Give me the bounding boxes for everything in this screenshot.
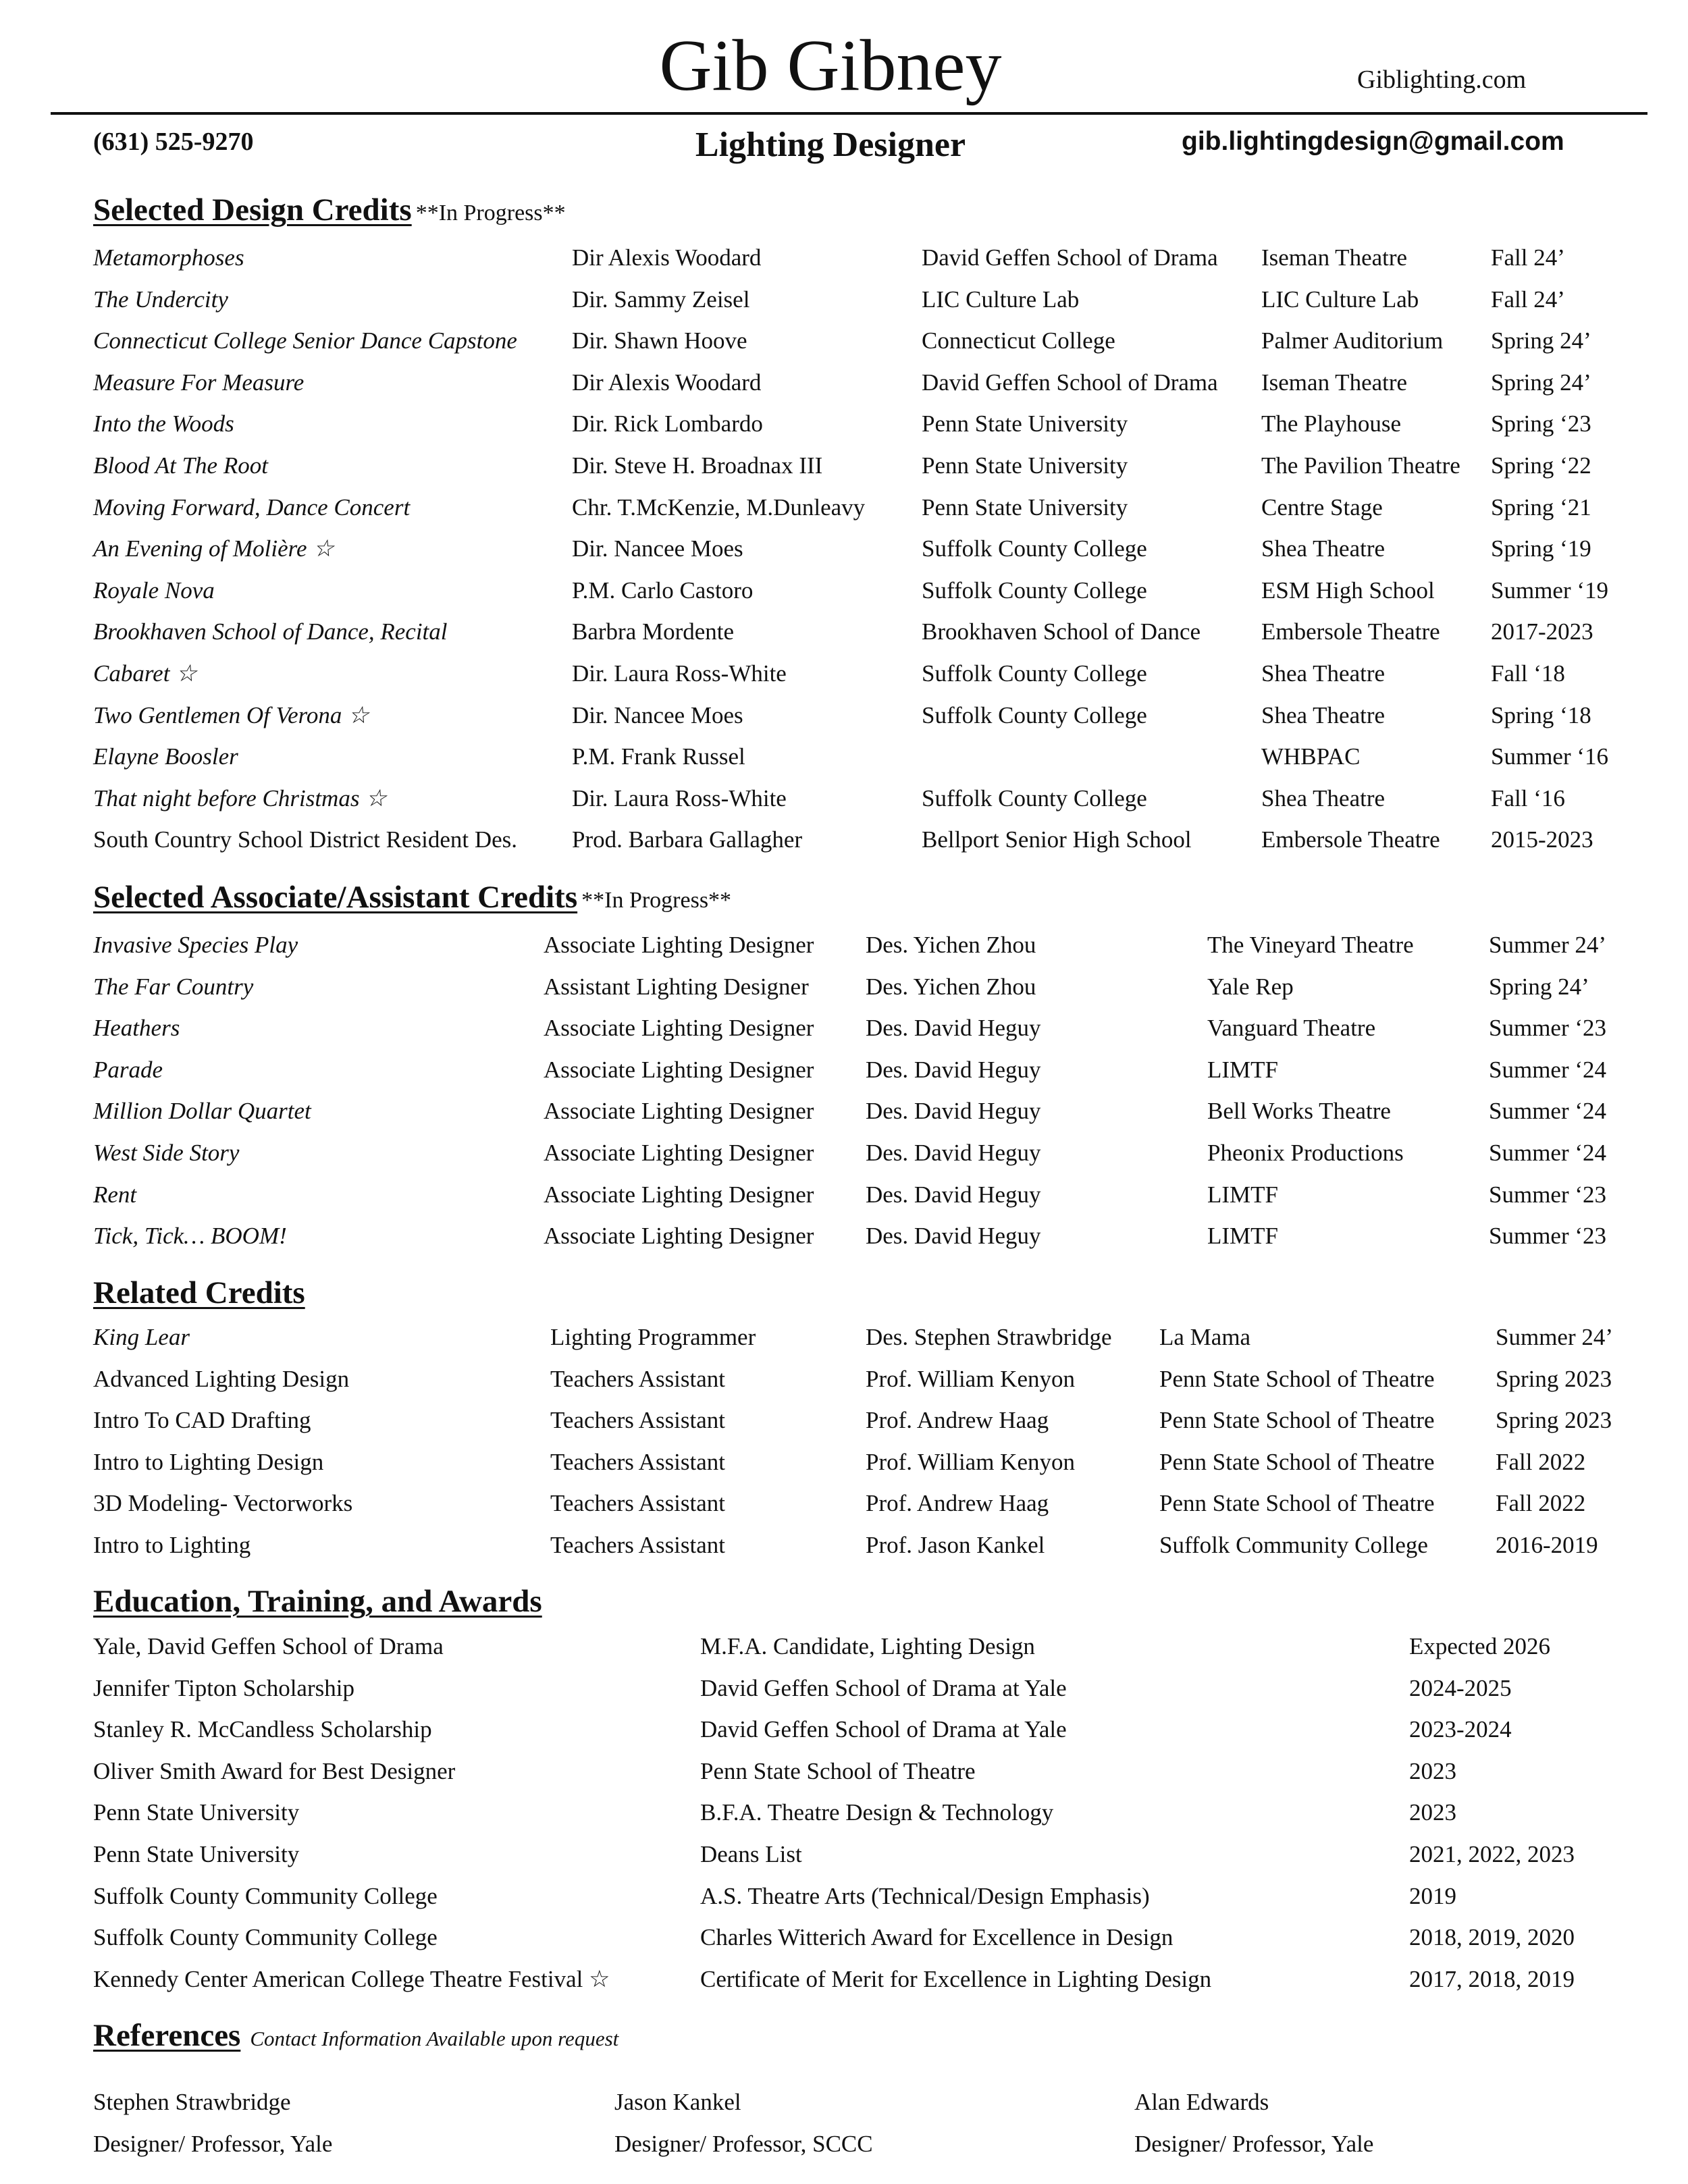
table-cell: The Far Country — [93, 973, 254, 1000]
related-credits-heading — [93, 1275, 305, 1311]
table-cell: Dir. Nancee Moes — [572, 535, 743, 562]
table-cell: South Country School District Resident Des. — [93, 826, 518, 853]
email-link[interactable]: gib.lightingdesign@gmail.com — [1182, 127, 1564, 156]
table-row — [0, 695, 1688, 737]
table-row — [0, 1875, 1688, 1917]
table-row — [0, 445, 1688, 487]
table-cell: Alan Edwards — [1134, 2089, 1269, 2115]
table-cell: Penn State University — [93, 1799, 300, 1826]
table-cell: Summer ‘24 — [1489, 1056, 1607, 1083]
table-cell: Des. Yichen Zhou — [866, 932, 1036, 958]
table-cell: The Playhouse — [1261, 410, 1402, 437]
table-cell: David Geffen School of Drama at Yale — [700, 1716, 1067, 1743]
table-cell: Rent — [93, 1181, 137, 1208]
table-cell: Suffolk County College — [922, 660, 1147, 687]
table-cell: Royale Nova — [93, 577, 215, 604]
table-cell: Suffolk County College — [922, 535, 1147, 562]
table-cell: WHBPAC — [1261, 743, 1361, 770]
table-cell: Dir. Sammy Zeisel — [572, 286, 750, 313]
table-cell: Teachers Assistant — [550, 1407, 726, 1434]
table-cell: Pheonix Productions — [1207, 1139, 1404, 1166]
table-cell: P.M. Carlo Castoro — [572, 577, 754, 604]
section-title: Related Credits — [93, 1275, 305, 1310]
table-cell: Chr. T.McKenzie, M.Dunleavy — [572, 494, 866, 521]
related-credits-table — [0, 1316, 1688, 1566]
table-row — [0, 611, 1688, 653]
table-row — [0, 1959, 1688, 2000]
table-cell: B.F.A. Theatre Design & Technology — [700, 1799, 1054, 1826]
section-title: Selected Design Credits — [93, 192, 412, 228]
table-row — [0, 1626, 1688, 1668]
table-cell: 2016-2019 — [1496, 1531, 1598, 1558]
table-cell: Suffolk County College — [922, 577, 1147, 604]
table-cell: 2023 — [1409, 1799, 1456, 1826]
table-cell: Summer 24’ — [1496, 1324, 1614, 1350]
header-divider — [51, 112, 1647, 115]
table-cell: 2021, 2022, 2023 — [1409, 1840, 1575, 1867]
table-row — [0, 1524, 1688, 1566]
table-cell: Suffolk County Community College — [93, 1924, 438, 1951]
table-cell: Connecticut College Senior Dance Capstone — [93, 327, 517, 354]
table-cell: LIMTF — [1207, 1223, 1278, 1250]
table-cell: Fall ‘16 — [1491, 784, 1565, 811]
table-cell: Dir. Nancee Moes — [572, 701, 743, 728]
table-cell: Advanced Lighting Design — [93, 1365, 350, 1392]
table-cell: Des. David Heguy — [866, 1015, 1041, 1042]
table-cell: Dir Alexis Woodard — [572, 369, 762, 396]
table-cell: Penn State School of Theatre — [700, 1757, 976, 1784]
table-cell: Associate Lighting Designer — [544, 1181, 814, 1208]
table-cell: Penn State School of Theatre — [1159, 1365, 1435, 1392]
table-cell: Summer ‘16 — [1491, 743, 1609, 770]
table-row — [0, 1215, 1688, 1257]
table-cell: Shea Theatre — [1261, 535, 1386, 562]
table-cell: Stanley R. McCandless Scholarship — [93, 1716, 432, 1743]
table-cell: La Mama — [1159, 1324, 1251, 1350]
table-cell: Teachers Assistant — [550, 1365, 726, 1392]
section-note: **In Progress** — [581, 888, 732, 913]
table-cell: Yale, David Geffen School of Drama — [93, 1633, 444, 1659]
table-cell: Certificate of Merit for Excellence in Lighting Design — [700, 1965, 1212, 1992]
table-cell: 3D Modeling- Vectorworks — [93, 1490, 353, 1517]
assoc-credits-heading — [93, 879, 731, 915]
table-cell: Suffolk County Community College — [93, 1882, 438, 1909]
table-cell: Two Gentlemen Of Verona ☆ — [93, 701, 369, 728]
table-row — [0, 2081, 1688, 2123]
table-cell: Associate Lighting Designer — [544, 1098, 814, 1125]
table-cell: David Geffen School of Drama — [922, 244, 1218, 271]
design-credits-table — [0, 237, 1688, 861]
table-cell: Penn State University — [922, 494, 1128, 521]
resume-name: Gib Gibney — [659, 26, 1002, 106]
table-cell: Dir. Laura Ross-White — [572, 784, 787, 811]
table-cell: Embersole Theatre — [1261, 826, 1440, 853]
table-row — [0, 487, 1688, 529]
table-cell: Prof. Andrew Haag — [866, 1490, 1049, 1517]
table-cell: A.S. Theatre Arts (Technical/Design Emphasis) — [700, 1882, 1150, 1909]
table-cell: Fall 2022 — [1496, 1490, 1586, 1517]
table-cell: Dir. Rick Lombardo — [572, 410, 763, 437]
table-cell: Suffolk Community College — [1159, 1531, 1428, 1558]
table-cell: Suffolk County College — [922, 784, 1147, 811]
table-cell: Spring ‘21 — [1491, 494, 1591, 521]
table-cell: Connecticut College — [922, 327, 1115, 354]
table-cell: Spring ‘22 — [1491, 452, 1591, 479]
table-cell: LIMTF — [1207, 1056, 1278, 1083]
table-row — [0, 237, 1688, 279]
table-cell: M.F.A. Candidate, Lighting Design — [700, 1633, 1035, 1659]
table-cell: 2024-2025 — [1409, 1674, 1512, 1701]
table-cell: Teachers Assistant — [550, 1490, 726, 1517]
table-cell: Shea Theatre — [1261, 784, 1386, 811]
table-cell: Penn State School of Theatre — [1159, 1490, 1435, 1517]
table-row — [0, 1834, 1688, 1875]
table-row — [0, 570, 1688, 612]
table-row — [0, 924, 1688, 966]
table-cell: Des. Stephen Strawbridge — [866, 1324, 1112, 1350]
table-cell: Associate Lighting Designer — [544, 932, 814, 958]
table-row — [0, 1917, 1688, 1959]
table-cell: Associate Lighting Designer — [544, 1223, 814, 1250]
design-credits-heading — [93, 192, 566, 228]
table-cell: Centre Stage — [1261, 494, 1383, 521]
table-cell: Dir. Shawn Hoove — [572, 327, 747, 354]
table-cell: Metamorphoses — [93, 244, 244, 271]
table-cell: 2017-2023 — [1491, 618, 1593, 645]
table-cell: Prof. William Kenyon — [866, 1448, 1075, 1475]
table-cell: LIMTF — [1207, 1181, 1278, 1208]
table-cell: Expected 2026 — [1409, 1633, 1550, 1659]
table-row — [0, 653, 1688, 695]
table-cell: Fall 2022 — [1496, 1448, 1586, 1475]
table-cell: David Geffen School of Drama at Yale — [700, 1674, 1067, 1701]
table-cell: Designer/ Professor, Yale — [93, 2130, 333, 2157]
table-cell: Oliver Smith Award for Best Designer — [93, 1757, 456, 1784]
job-title: Lighting Designer — [695, 126, 966, 164]
table-row — [0, 279, 1688, 321]
table-cell: Palmer Auditorium — [1261, 327, 1444, 354]
table-cell: Penn State University — [922, 410, 1128, 437]
table-row — [0, 1049, 1688, 1091]
table-cell: Measure For Measure — [93, 369, 305, 396]
table-cell: Spring 24’ — [1491, 369, 1591, 396]
table-cell: Moving Forward, Dance Concert — [93, 494, 411, 521]
table-row — [0, 1668, 1688, 1709]
references-heading — [93, 2017, 618, 2054]
table-row — [0, 1483, 1688, 1524]
table-cell: Fall 24’ — [1491, 244, 1565, 271]
table-cell: Shea Theatre — [1261, 701, 1386, 728]
table-cell: Des. David Heguy — [866, 1139, 1041, 1166]
assoc-credits-table — [0, 924, 1688, 1257]
table-cell: Summer 24’ — [1489, 932, 1607, 958]
table-cell: Dir Alexis Woodard — [572, 244, 762, 271]
table-cell: Designer/ Professor, SCCC — [614, 2130, 873, 2157]
table-row — [0, 362, 1688, 404]
table-cell: Spring 2023 — [1496, 1407, 1612, 1434]
table-row — [0, 1400, 1688, 1441]
table-row — [0, 403, 1688, 445]
table-cell: Jennifer Tipton Scholarship — [93, 1674, 354, 1701]
table-cell: Invasive Species Play — [93, 932, 298, 958]
table-cell: Intro to Lighting — [93, 1531, 251, 1558]
table-cell: Bellport Senior High School — [922, 826, 1192, 853]
table-cell: Summer ‘23 — [1489, 1181, 1607, 1208]
table-cell: Prod. Barbara Gallagher — [572, 826, 803, 853]
table-row — [0, 1007, 1688, 1049]
table-cell: Shea Theatre — [1261, 660, 1386, 687]
table-cell: Penn State School of Theatre — [1159, 1407, 1435, 1434]
table-cell: Iseman Theatre — [1261, 369, 1408, 396]
table-cell: Prof. Jason Kankel — [866, 1531, 1045, 1558]
table-cell: That night before Christmas ☆ — [93, 784, 387, 811]
table-cell: The Pavilion Theatre — [1261, 452, 1460, 479]
table-cell: Summer ‘24 — [1489, 1139, 1607, 1166]
table-cell: Charles Witterich Award for Excellence in Design — [700, 1924, 1173, 1951]
table-cell: Penn State School of Theatre — [1159, 1448, 1435, 1475]
table-cell: Summer ‘23 — [1489, 1223, 1607, 1250]
table-cell: Penn State University — [922, 452, 1128, 479]
table-cell: Suffolk County College — [922, 701, 1147, 728]
table-cell: An Evening of Molière ☆ — [93, 535, 334, 562]
table-cell: Embersole Theatre — [1261, 618, 1440, 645]
table-row — [0, 819, 1688, 861]
table-row — [0, 1174, 1688, 1216]
table-cell: Penn State University — [93, 1840, 300, 1867]
table-cell: Dir. Laura Ross-White — [572, 660, 787, 687]
section-note: **In Progress** — [415, 201, 566, 225]
table-cell: Stephen Strawbridge — [93, 2089, 291, 2115]
table-cell: Teachers Assistant — [550, 1531, 726, 1558]
table-row — [0, 1709, 1688, 1751]
table-cell: Dir. Steve H. Broadnax III — [572, 452, 823, 479]
table-cell: King Lear — [93, 1324, 190, 1350]
table-cell: Brookhaven School of Dance — [922, 618, 1201, 645]
table-cell: Des. David Heguy — [866, 1181, 1041, 1208]
table-row — [0, 1316, 1688, 1358]
table-cell: Jason Kankel — [614, 2089, 741, 2115]
table-cell: Des. David Heguy — [866, 1056, 1041, 1083]
table-cell: LIC Culture Lab — [922, 286, 1080, 313]
table-cell: The Vineyard Theatre — [1207, 932, 1414, 958]
table-cell: Associate Lighting Designer — [544, 1056, 814, 1083]
table-cell: 2023 — [1409, 1757, 1456, 1784]
table-cell: Summer ‘19 — [1491, 577, 1609, 604]
table-cell: 2019 — [1409, 1882, 1456, 1909]
table-row — [0, 736, 1688, 778]
table-cell: Des. Yichen Zhou — [866, 973, 1036, 1000]
table-cell: Spring 24’ — [1491, 327, 1591, 354]
table-cell: ESM High School — [1261, 577, 1435, 604]
table-cell: Elayne Boosler — [93, 743, 238, 770]
education-heading — [93, 1583, 542, 1620]
table-cell: Des. David Heguy — [866, 1223, 1041, 1250]
table-row — [0, 1132, 1688, 1174]
table-row — [0, 320, 1688, 362]
table-cell: Associate Lighting Designer — [544, 1015, 814, 1042]
table-cell: Deans List — [700, 1840, 802, 1867]
table-cell: Intro To CAD Drafting — [93, 1407, 311, 1434]
table-cell: 2015-2023 — [1491, 826, 1593, 853]
table-cell: Iseman Theatre — [1261, 244, 1408, 271]
table-cell: Into the Woods — [93, 410, 234, 437]
table-cell: Spring ‘19 — [1491, 535, 1591, 562]
table-cell: 2017, 2018, 2019 — [1409, 1965, 1575, 1992]
table-cell: West Side Story — [93, 1139, 240, 1166]
table-row — [0, 1441, 1688, 1483]
table-cell: Spring ‘23 — [1491, 410, 1591, 437]
section-title: Education, Training, and Awards — [93, 1584, 542, 1619]
table-cell: Fall 24’ — [1491, 286, 1565, 313]
section-note: Contact Information Available upon request — [250, 2027, 619, 2050]
table-cell: Blood At The Root — [93, 452, 268, 479]
table-cell: Prof. Andrew Haag — [866, 1407, 1049, 1434]
table-cell: Prof. William Kenyon — [866, 1365, 1075, 1392]
table-cell: Fall ‘18 — [1491, 660, 1565, 687]
table-cell: Bell Works Theatre — [1207, 1098, 1391, 1125]
section-title: Selected Associate/Assistant Credits — [93, 880, 578, 915]
table-cell: 2023-2024 — [1409, 1716, 1512, 1743]
table-cell: Teachers Assistant — [550, 1448, 726, 1475]
table-cell: Spring 2023 — [1496, 1365, 1612, 1392]
table-cell: Yale Rep — [1207, 973, 1294, 1000]
table-cell: Designer/ Professor, Yale — [1134, 2130, 1374, 2157]
table-cell: Intro to Lighting Design — [93, 1448, 324, 1475]
table-row — [0, 1751, 1688, 1792]
table-cell: Spring 24’ — [1489, 973, 1589, 1000]
table-cell: The Undercity — [93, 286, 228, 313]
table-cell: Spring ‘18 — [1491, 701, 1591, 728]
table-cell: LIC Culture Lab — [1261, 286, 1419, 313]
table-cell: David Geffen School of Drama — [922, 369, 1218, 396]
table-cell: Barbra Mordente — [572, 618, 735, 645]
education-table — [0, 1626, 1688, 2000]
references-table — [0, 2081, 1688, 2164]
table-cell: Summer ‘23 — [1489, 1015, 1607, 1042]
table-cell: Summer ‘24 — [1489, 1098, 1607, 1125]
table-cell: Assistant Lighting Designer — [544, 973, 809, 1000]
table-cell: Heathers — [93, 1015, 180, 1042]
table-cell: Tick, Tick… BOOM! — [93, 1223, 287, 1250]
table-cell: 2018, 2019, 2020 — [1409, 1924, 1575, 1951]
section-title: References — [93, 2018, 241, 2053]
table-row — [0, 1358, 1688, 1400]
table-row — [0, 528, 1688, 570]
table-cell: Million Dollar Quartet — [93, 1098, 311, 1125]
table-cell: Vanguard Theatre — [1207, 1015, 1376, 1042]
website-link[interactable]: Giblighting.com — [1357, 65, 1527, 94]
table-cell: Parade — [93, 1056, 163, 1083]
table-cell: Brookhaven School of Dance, Recital — [93, 618, 448, 645]
table-cell: Lighting Programmer — [550, 1324, 756, 1350]
table-row — [0, 2123, 1688, 2165]
table-row — [0, 1090, 1688, 1132]
table-row — [0, 966, 1688, 1008]
table-cell: Cabaret ☆ — [93, 660, 197, 687]
phone-number: (631) 525-9270 — [93, 128, 254, 156]
table-cell: P.M. Frank Russel — [572, 743, 745, 770]
table-cell: Associate Lighting Designer — [544, 1139, 814, 1166]
table-row — [0, 1792, 1688, 1834]
table-cell: Kennedy Center American College Theatre Festival ☆ — [93, 1965, 610, 1992]
table-cell: Des. David Heguy — [866, 1098, 1041, 1125]
table-row — [0, 778, 1688, 820]
